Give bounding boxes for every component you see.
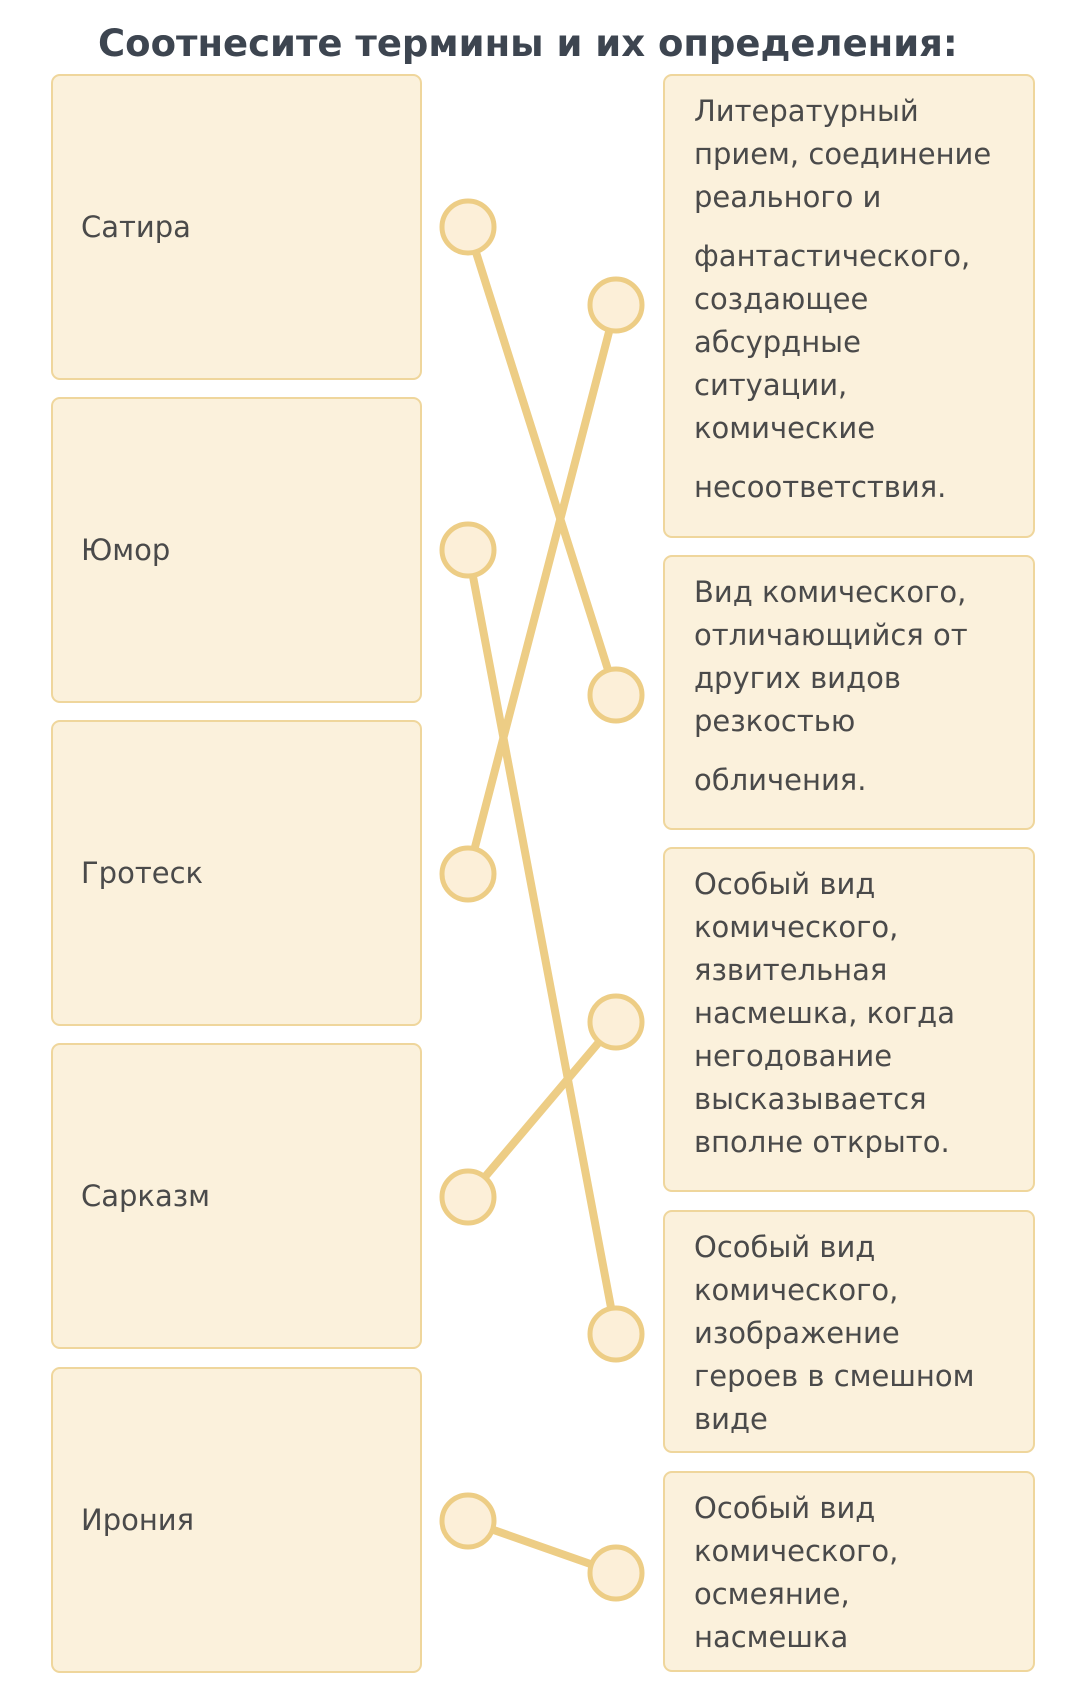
definition-line: отличающийся от: [694, 618, 968, 652]
definition-knob-irony[interactable]: [590, 1547, 642, 1599]
definition-line: комического,: [694, 910, 899, 944]
definition-line: комические: [694, 411, 876, 445]
term-label: Сарказм: [81, 1179, 211, 1213]
definition-line: насмешка: [694, 1620, 849, 1654]
definition-line: прием, соединение: [694, 137, 992, 171]
definition-line: язвительная: [694, 953, 888, 987]
definition-line: вполне открыто.: [694, 1125, 950, 1159]
definition-line: Особый вид: [694, 1230, 876, 1264]
term-knob-satire[interactable]: [442, 201, 494, 253]
definition-line: негодование: [694, 1039, 893, 1073]
definition-line: обличения.: [694, 763, 867, 797]
definition-line: насмешка, когда: [694, 996, 955, 1030]
definition-line: героев в смешном: [694, 1359, 975, 1393]
term-label: Гротеск: [81, 856, 204, 890]
term-label: Юмор: [81, 533, 171, 567]
definition-line: виде: [694, 1402, 768, 1436]
definition-line: Особый вид: [694, 1491, 876, 1525]
definition-line: осмеяние,: [694, 1577, 850, 1611]
link-line: [468, 550, 616, 1334]
term-label: Сатира: [81, 210, 191, 244]
link-line: [468, 1022, 616, 1197]
definition-line: Особый вид: [694, 867, 876, 901]
definition-line: других видов: [694, 661, 901, 695]
definition-knob-sarcasm[interactable]: [590, 996, 642, 1048]
definition-line: реального и: [694, 180, 882, 214]
definition-line: комического,: [694, 1534, 899, 1568]
term-knob-irony[interactable]: [442, 1495, 494, 1547]
definition-line: абсурдные: [694, 325, 861, 359]
definition-knob-grotesque[interactable]: [590, 279, 642, 331]
definition-line: резкостью: [694, 704, 856, 738]
definition-line: Литературный: [694, 94, 919, 128]
definition-line: Вид комического,: [694, 575, 967, 609]
definition-line: комического,: [694, 1273, 899, 1307]
definition-line: создающее: [694, 282, 869, 316]
definition-line: фантастического,: [694, 239, 971, 273]
term-knob-sarcasm[interactable]: [442, 1171, 494, 1223]
page-title: Соотнесите термины и их определения:: [98, 22, 958, 65]
term-knob-grotesque[interactable]: [442, 848, 494, 900]
definition-line: высказывается: [694, 1082, 927, 1116]
term-knob-humor[interactable]: [442, 524, 494, 576]
definition-line: изображение: [694, 1316, 900, 1350]
term-label: Ирония: [81, 1503, 195, 1537]
definition-knob-humor[interactable]: [590, 1308, 642, 1360]
definition-line: ситуации,: [694, 368, 848, 402]
definition-knob-satire[interactable]: [590, 669, 642, 721]
definition-line: несоответствия.: [694, 470, 947, 504]
link-line: [468, 305, 616, 874]
